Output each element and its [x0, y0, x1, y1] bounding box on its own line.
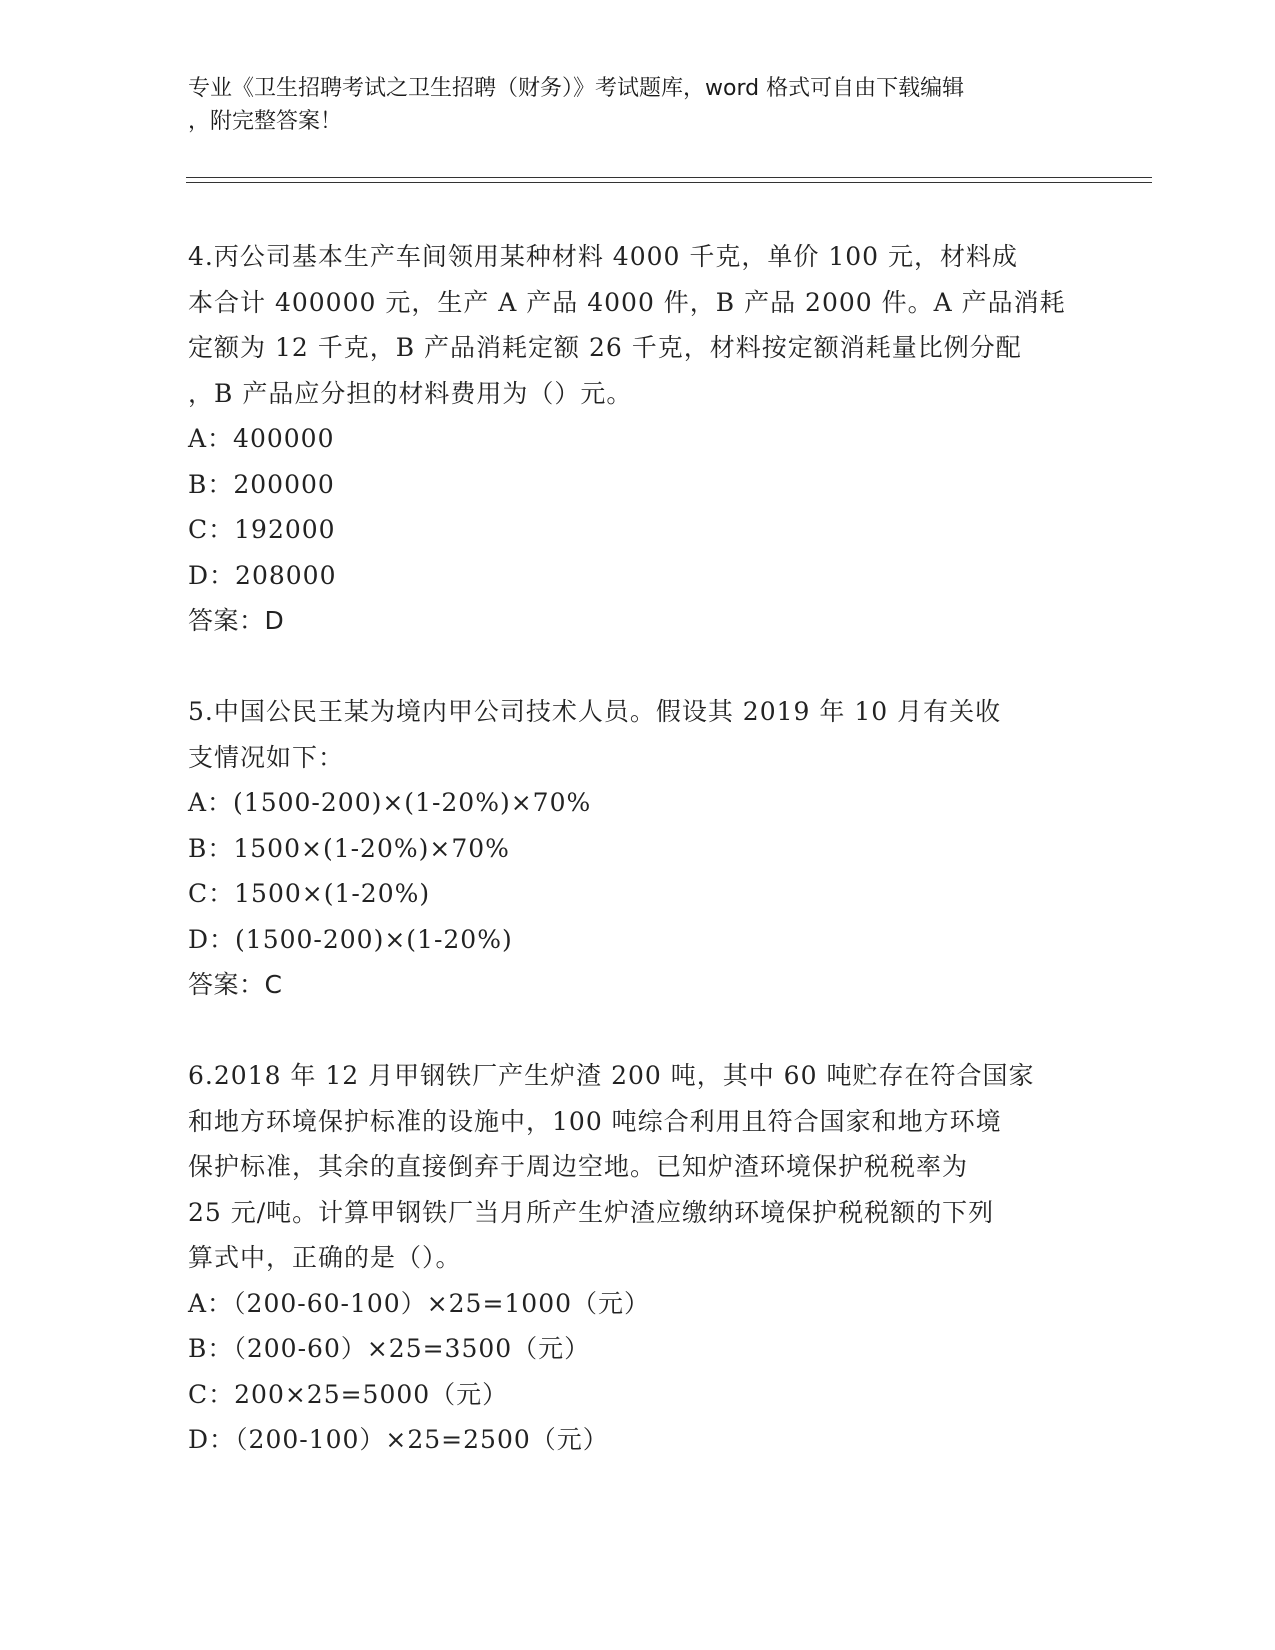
option-c: C：1500×(1-20%)	[188, 879, 431, 908]
question-stem-line: 6.2018 年 12 月甲钢铁厂产生炉渣 200 吨，其中 60 吨贮存在符合国家	[188, 1061, 1035, 1090]
question-stem-line: ，B 产品应分担的材料费用为（）元。	[188, 378, 633, 408]
question-6	[188, 1053, 1088, 1463]
option-a: A：（200-60-100）×25=1000（元）	[188, 1288, 651, 1318]
option-d: D：(1500-200)×(1-20%)	[188, 924, 513, 954]
header-divider-bottom	[186, 182, 1152, 183]
option-b: B：200000	[188, 469, 335, 499]
option-d: D：（200-100）×25=2500（元）	[188, 1425, 609, 1454]
option-a: A：(1500-200)×(1-20%)×70%	[188, 788, 592, 817]
answer-label: 答案：D	[188, 606, 285, 635]
question-stem-line: 和地方环境保护标准的设施中，100 吨综合利用且符合国家和地方环境	[188, 1106, 1002, 1136]
question-stem-line: 定额为 12 千克，B 产品消耗定额 26 千克，材料按定额消耗量比例分配	[188, 333, 1022, 362]
option-c: C：192000	[188, 515, 336, 544]
question-stem-line: 25 元/吨。计算甲钢铁厂当月所产生炉渣应缴纳环境保护税税额的下列	[188, 1197, 995, 1227]
question-5	[188, 689, 1088, 1008]
header-line-2: ，附完整答案！	[188, 109, 343, 134]
document-header	[188, 72, 1068, 138]
answer-label: 答案：C	[188, 970, 283, 999]
question-4	[188, 234, 1088, 644]
option-d: D：208000	[188, 560, 337, 590]
option-c: C：200×25=5000（元）	[188, 1379, 509, 1409]
option-a: A：400000	[188, 424, 335, 453]
header-divider-top	[186, 177, 1152, 178]
question-stem-line: 本合计 400000 元，生产 A 产品 4000 件，B 产品 2000 件。A 产品消耗	[188, 287, 1066, 317]
option-b: B：1500×(1-20%)×70%	[188, 833, 510, 863]
question-stem-line: 算式中，正确的是（）。	[188, 1243, 462, 1272]
question-stem-line: 支情况如下：	[188, 742, 345, 772]
header-line-1: 专业《卫生招聘考试之卫生招聘（财务）》考试题库，word 格式可自由下载编辑	[188, 76, 965, 101]
question-stem-line: 保护标准，其余的直接倒弃于周边空地。已知炉渣环境保护税税率为	[188, 1152, 969, 1181]
option-b: B：（200-60）×25=3500（元）	[188, 1334, 591, 1363]
question-stem-line: 4.丙公司基本生产车间领用某种材料 4000 千克，单价 100 元，材料成	[188, 242, 1018, 271]
question-stem-line: 5.中国公民王某为境内甲公司技术人员。假设其 2019 年 10 月有关收	[188, 697, 1002, 726]
